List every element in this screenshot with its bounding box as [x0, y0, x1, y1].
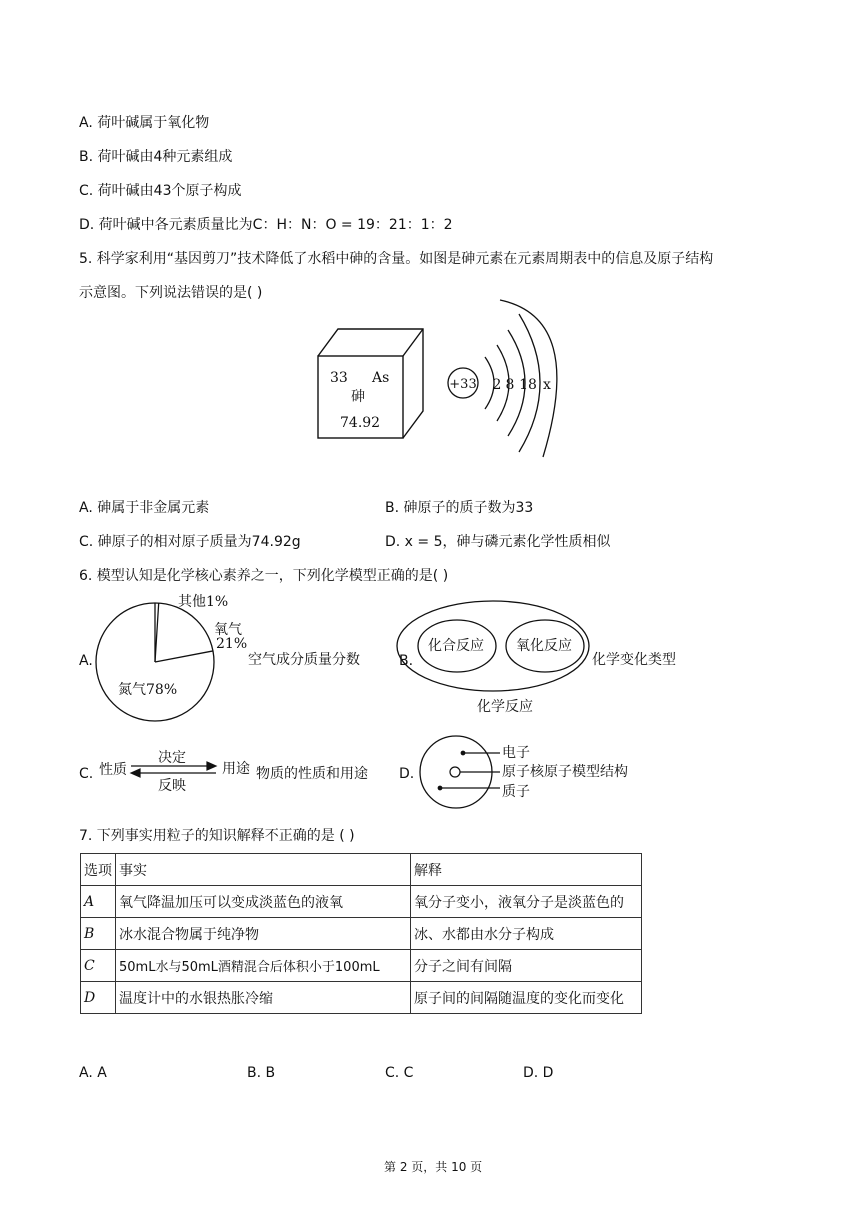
table-header-row: [81, 854, 642, 886]
element-name: 砷: [351, 389, 365, 405]
page-footer: 第 2 页，共 10 页: [384, 1160, 483, 1174]
row-explanation: 冰、水都由水分子构成: [411, 918, 642, 950]
atom-model-nucleus: [450, 767, 460, 777]
header-fact: 事实: [116, 854, 411, 886]
element-mass: 74.92: [340, 415, 381, 431]
q7-option-d: D. D: [523, 1065, 554, 1081]
header-explanation: 解释: [411, 854, 642, 886]
property-label: 性质: [99, 762, 127, 778]
q6-option-b-letter: B.: [399, 653, 414, 669]
q7-option-c: C. C: [385, 1065, 414, 1081]
table-row: [81, 982, 642, 1014]
shell-4-count: x: [543, 377, 551, 393]
row-explanation: 原子间的间隔随温度的变化而变化: [411, 982, 642, 1014]
q6-option-b-caption: 化学变化类型: [592, 652, 676, 668]
q6-stem: 6. 模型认知是化学核心素养之一，下列化学模型正确的是( ): [79, 568, 449, 584]
proton-label: 质子: [502, 784, 530, 800]
q6-option-a-caption: 空气成分质量分数: [248, 652, 360, 668]
row-option: C: [81, 950, 116, 982]
pie-label-oxygen: 氧气: [214, 622, 242, 638]
nucleus-charge: +33: [449, 377, 477, 392]
arrow-bottom-label: 反映: [158, 778, 186, 794]
row-explanation: 分子之间有间隔: [411, 950, 642, 982]
q6-option-a-letter: A.: [79, 653, 93, 669]
arrow-top-label: 决定: [158, 750, 186, 766]
pie-slice-boundary: [155, 651, 213, 662]
q4-option-c: C. 荷叶碱由43个原子构成: [79, 183, 242, 199]
row-fact: 氧气降温加压可以变成淡蓝色的液氧: [116, 886, 411, 918]
q5-stem-line2: 示意图。下列说法错误的是( ): [79, 285, 263, 301]
row-explanation: 氧分子变小，液氧分子是淡蓝色的: [411, 886, 642, 918]
pie-label-oxygen-pct: 21%: [216, 636, 248, 652]
outer-ellipse-label: 化学反应: [477, 699, 533, 715]
pie-label-other: 其他1%: [178, 594, 229, 610]
shell-2-count: 8: [505, 377, 515, 393]
q5-stem-line1: 5. 科学家利用“基因剪刀”技术降低了水稻中砷的含量。如图是砷元素在元素周期表中的信息及原子结构: [79, 251, 714, 267]
element-atomic-number: 33: [330, 370, 348, 386]
q4-option-b: B. 荷叶碱由4种元素组成: [79, 149, 233, 165]
pie-label-nitrogen: 氮气78%: [118, 682, 178, 698]
row-fact: 温度计中的水银热胀冷缩: [116, 982, 411, 1014]
element-symbol: As: [372, 370, 390, 386]
row-fact: 50mL水与50mL酒精混合后体积小于100mL: [116, 950, 411, 982]
facts-table: [80, 853, 642, 1014]
q7-option-b: B. B: [247, 1065, 276, 1081]
row-option: A: [81, 886, 116, 918]
q6-option-c-caption: 物质的性质和用途: [256, 766, 368, 782]
q5-option-c: C. 砷原子的相对原子质量为74.92g: [79, 534, 301, 550]
row-fact: 冰水混合物属于纯净物: [116, 918, 411, 950]
inner-label-right: 氧化反应: [516, 638, 572, 654]
q7-option-a: A. A: [79, 1065, 107, 1081]
q5-option-b: B. 砷原子的质子数为33: [385, 500, 534, 516]
pie-slice-lines: [155, 603, 213, 662]
q4-option-a: A. 荷叶碱属于氧化物: [79, 115, 210, 131]
q5-option-a: A. 砷属于非金属元素: [79, 500, 210, 516]
row-option: D: [81, 982, 116, 1014]
table-row: [81, 918, 642, 950]
row-option: B: [81, 918, 116, 950]
table-row: [81, 950, 642, 982]
atom-model-pointers: [438, 751, 500, 790]
nucleus-label: 原子核原子模型结构: [502, 764, 628, 780]
shell-1-count: 2: [492, 377, 502, 393]
header-option: 选项: [81, 854, 116, 886]
shell-3-count: 18: [519, 377, 537, 393]
use-label: 用途: [222, 761, 250, 777]
table-row: [81, 886, 642, 918]
q5-option-d: D. x = 5，砷与磷元素化学性质相似: [385, 534, 611, 550]
q6-option-d-letter: D.: [399, 766, 415, 782]
q7-stem: 7. 下列事实用粒子的知识解释不正确的是 ( ): [79, 828, 355, 844]
q6-option-c-letter: C.: [79, 766, 94, 782]
electron-label: 电子: [502, 745, 530, 761]
q4-option-d: D. 荷叶碱中各元素质量比为C：H：N：O = 19：21：1：2: [79, 217, 453, 233]
inner-label-left: 化合反应: [428, 638, 484, 654]
